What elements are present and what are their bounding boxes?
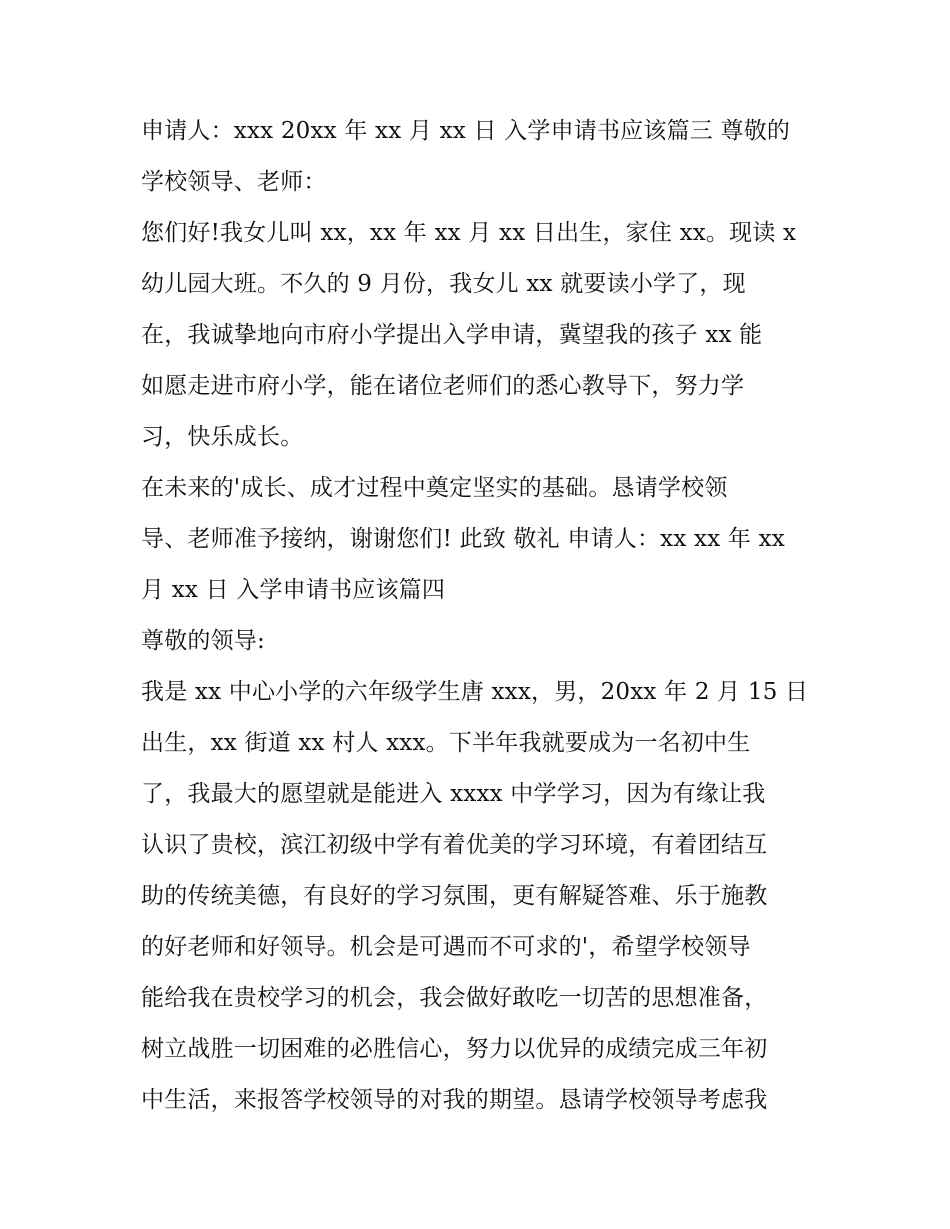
text-line: 出生，xx 街道 xx 村人 xxx。下半年我就要成为一名初中生 [141,730,751,756]
text-line: 认识了贵校，滨江初级中学有着优美的学习环境，有着团结互 [141,832,768,858]
text-line: 我是 xx 中心小学的六年级学生唐 xxx，男，20xx 年 2 月 15 日 [141,679,809,705]
text-line: 学校领导、老师： [141,169,327,195]
text-line: 习，快乐成长。 [141,424,304,450]
text-line: 导、老师准予接纳，谢谢您们! 此致 敬礼 申请人：xx xx 年 xx [141,526,785,552]
text-line: 在未来的'成长、成才过程中奠定坚实的基础。恳请学校领 [141,475,728,501]
text-line: 尊敬的领导: [141,628,265,654]
text-line: 申请人：xxx 20xx 年 xx 月 xx 日 入学申请书应该篇三 尊敬的 [141,118,791,144]
text-line: 如愿走进市府小学，能在诸位老师们的悉心教导下，努力学 [141,373,745,399]
text-line: 的好老师和好领导。机会是可遇而不可求的'，希望学校领导 [141,934,751,960]
text-line: 您们好!我女儿叫 xx，xx 年 xx 月 xx 日出生，家住 xx。现读 x [141,220,797,246]
text-line: 了，我最大的愿望就是能进入 xxxx 中学学习，因为有缘让我 [141,781,766,807]
text-line: 助的传统美德，有良好的学习氛围，更有解疑答难、乐于施教 [141,883,768,909]
text-line: 在，我诚挚地向市府小学提出入学申请，冀望我的孩子 xx 能 [141,322,763,348]
text-line: 月 xx 日 入学申请书应该篇四 [141,577,446,603]
document-text-body [141,106,821,1126]
text-line: 树立战胜一切困难的必胜信心，努力以优异的成绩完成三年初 [141,1036,768,1062]
text-line: 中生活，来报答学校领导的对我的期望。恳请学校领导考虑我 [141,1087,768,1113]
text-line: 幼儿园大班。不久的 9 月份，我女儿 xx 就要读小学了，现 [141,271,746,297]
text-line: 能给我在贵校学习的机会，我会做好敢吃一切苦的思想准备， [141,985,768,1011]
